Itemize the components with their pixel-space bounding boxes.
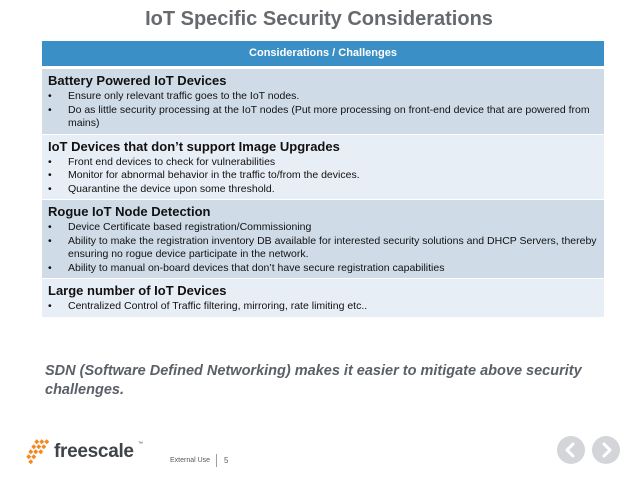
- bullet-text: Ensure only relevant traffic goes to the IoT nodes.: [68, 90, 300, 102]
- table-row: [42, 200, 604, 279]
- bullet-dot: •: [48, 261, 52, 274]
- bullet-dot: •: [48, 169, 52, 181]
- list-item: [48, 235, 598, 262]
- logo-trademark: ™: [138, 441, 143, 447]
- table-row: [42, 279, 604, 318]
- sdn-note: SDN (Software Defined Networking) makes it easier to mitigate above security challenges.: [45, 363, 582, 398]
- list-item: [48, 183, 598, 197]
- list-item: [48, 262, 598, 276]
- page-number: 5: [224, 456, 229, 465]
- freescale-logo: [26, 438, 156, 468]
- list-item: [48, 169, 598, 183]
- bullet-list: [48, 300, 598, 314]
- row-title: IoT Devices that don’t support Image Upgrades: [48, 138, 340, 154]
- list-item: [48, 221, 598, 235]
- bullet-text: Quarantine the device upon some threshold.: [68, 182, 275, 195]
- chevron-left-icon: [557, 436, 585, 464]
- list-item: [48, 156, 598, 170]
- bullet-text: Do as little security processing at the IoT nodes (Put more processing on front-end device that are powered from mains): [68, 103, 590, 129]
- bullet-text: Ability to manual on-board devices that don’t have secure registration capabilities: [68, 261, 445, 274]
- list-item: [48, 104, 598, 131]
- bullet-list: [48, 156, 598, 197]
- considerations-table: [42, 41, 604, 318]
- bullet-dot: •: [48, 103, 52, 116]
- bullet-text: Device Certificate based registration/Commissioning: [68, 221, 312, 233]
- footer-divider: [216, 454, 217, 467]
- previous-slide-button[interactable]: [557, 436, 585, 464]
- bullet-dot: •: [48, 234, 52, 247]
- freescale-logo-icon: [26, 438, 56, 468]
- row-title: Large number of IoT Devices: [48, 283, 227, 298]
- bullet-text: Ability to make the registration inventory DB available for interested security solutions and DHCP Servers, thereby ensuring no rogue device participate in the network.: [68, 234, 597, 260]
- list-item: [48, 300, 598, 314]
- bullet-dot: •: [48, 221, 52, 233]
- bullet-text: Monitor for abnormal behavior in the traffic to/from the devices.: [68, 169, 360, 181]
- list-item: [48, 90, 598, 104]
- bullet-list: [48, 221, 598, 275]
- chevron-right-icon: [592, 436, 620, 464]
- row-title: Battery Powered IoT Devices: [48, 73, 227, 88]
- bullet-dot: •: [48, 90, 52, 102]
- bullet-list: [48, 90, 598, 131]
- next-slide-button[interactable]: [592, 436, 620, 464]
- bullet-dot: •: [48, 182, 52, 195]
- bullet-dot: •: [48, 300, 52, 312]
- table-row: [42, 135, 604, 201]
- table-header: Considerations / Challenges: [42, 41, 604, 69]
- row-title: Rogue IoT Node Detection: [48, 204, 211, 219]
- slide-title: IoT Specific Security Considerations: [145, 8, 493, 30]
- bullet-text: Centralized Control of Traffic filtering, mirroring, rate limiting etc..: [68, 300, 368, 312]
- footer-label: External Use: [170, 457, 211, 464]
- table-row: [42, 69, 604, 135]
- bullet-dot: •: [48, 155, 52, 168]
- bullet-text: Front end devices to check for vulnerabilities: [68, 155, 276, 168]
- logo-wordmark: freescale: [54, 441, 134, 462]
